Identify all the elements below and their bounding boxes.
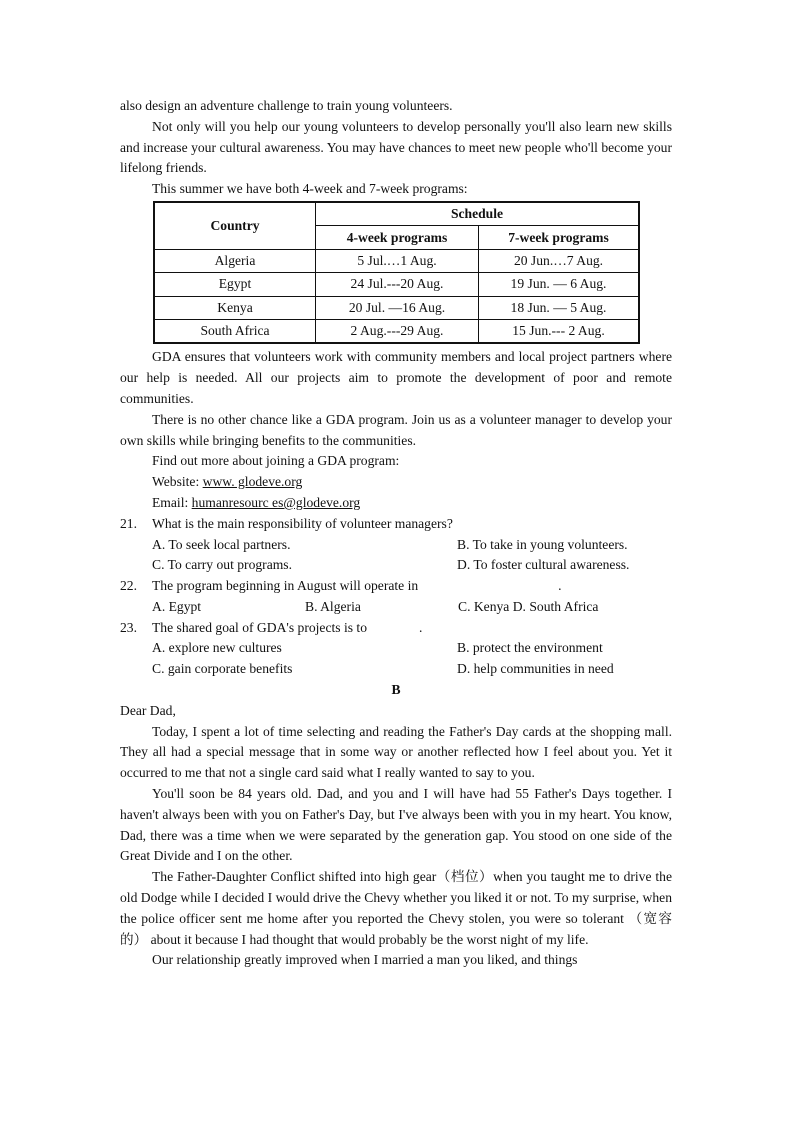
options-row (120, 638, 672, 659)
paragraph: You'll soon be 84 years old. Dad, and you and I will have had 55 Father's Days together. I haven't always been with you on Father's Day, but I've always been with you in my heart. You know, Dad, there was a time when we were separated by the generation gap. You stood on one side of the Great Divide and I on the other. (120, 786, 672, 864)
option: A. explore new cultures (152, 640, 282, 656)
paragraph: The Father-Daughter Conflict shifted into high gear（档位）when you taught me to drive the old Dodge while I decided I would drive the Chevy whether you liked it or not. To my surprise, when the police officer sent me home after you reported the Chevy stolen, you were so tolerant （宽容的） about it because I had thought that would probably be the worst night of my life. (120, 869, 672, 947)
options-row (120, 555, 672, 576)
question-text: The program beginning in August will operate in (152, 578, 419, 594)
header-country: Country (154, 202, 316, 249)
schedule-table (153, 201, 640, 344)
contact-intro: Find out more about joining a GDA program: (152, 453, 400, 469)
website-link[interactable]: www. glodeve.org (202, 474, 303, 490)
cell-7week: 19 Jun. — 6 Aug. (479, 273, 640, 296)
table-row (154, 319, 639, 343)
cell-country: South Africa (154, 319, 316, 343)
paragraph: also design an adventure challenge to train young volunteers. (120, 98, 453, 113)
email-link[interactable]: humanresourc es@glodeve.org (191, 494, 361, 510)
option: D. To foster cultural awareness. (457, 557, 630, 573)
paragraph: Our relationship greatly improved when I married a man you liked, and things (152, 952, 578, 968)
question-number: 23. (120, 619, 137, 635)
header-4week: 4-week programs (316, 226, 479, 249)
blank-dot: . (419, 619, 423, 635)
cell-4week: 2 Aug.---29 Aug. (316, 319, 479, 343)
option: C. gain corporate benefits (152, 661, 293, 677)
option: B. To take in young volunteers. (457, 536, 628, 552)
paragraph: Today, I spent a lot of time selecting and reading the Father's Day cards at the shopping mall. They all had a special message that in some way or another reflected how I feel about you. Yet it occurred to me that not a single card said what I really wanted to say to you. (120, 723, 672, 781)
options-row (120, 659, 672, 680)
question-number: 22. (120, 578, 137, 594)
question-23 (120, 618, 672, 639)
website-line (120, 472, 672, 493)
cell-7week: 15 Jun.--- 2 Aug. (479, 319, 640, 343)
question-text: What is the main responsibility of volunteer managers? (152, 515, 453, 531)
cell-4week: 24 Jul.---20 Aug. (316, 273, 479, 296)
option: B. Algeria (305, 598, 361, 614)
header-schedule: Schedule (316, 202, 640, 226)
cell-country: Algeria (154, 249, 316, 272)
option: A. To seek local partners. (152, 536, 291, 552)
salutation: Dear Dad, (120, 702, 176, 718)
email-line (120, 493, 672, 514)
table-row (154, 249, 639, 272)
paragraph: There is no other chance like a GDA program. Join us as a volunteer manager to develop your own skills while bringing benefits to the communities. (120, 411, 672, 448)
options-row (120, 535, 672, 556)
document-page (120, 96, 672, 971)
section-heading: B (391, 682, 401, 698)
question-22 (120, 576, 672, 597)
paragraph: GDA ensures that volunteers work with community members and local project partners where our help is needed. All our projects aim to promote the development of poor and remote communities. (120, 349, 672, 406)
cell-4week: 20 Jul. —16 Aug. (316, 296, 479, 319)
question-21 (120, 514, 672, 535)
question-text: The shared goal of GDA's projects is to (152, 619, 367, 635)
question-number: 21. (120, 515, 137, 531)
option: C. To carry out programs. (152, 557, 292, 573)
website-label: Website: (152, 474, 200, 490)
cell-4week: 5 Jul.…1 Aug. (316, 249, 479, 272)
paragraph: Not only will you help our young volunteers to develop personally you'll also learn new skills and increase your cultural awareness. You may have chances to meet new people who'll become your lifelong friends. (120, 118, 672, 176)
email-label: Email: (152, 494, 189, 510)
option: D. help communities in need (457, 661, 614, 677)
blank-dot: . (558, 578, 562, 594)
option: C. Kenya D. South Africa (458, 598, 599, 614)
options-row (120, 597, 672, 618)
cell-country: Kenya (154, 296, 316, 319)
option: B. protect the environment (457, 640, 603, 656)
cell-country: Egypt (154, 273, 316, 296)
paragraph: This summer we have both 4-week and 7-week programs: (152, 181, 468, 197)
option: A. Egypt (152, 598, 202, 614)
table-row (154, 296, 639, 319)
header-7week: 7-week programs (479, 226, 640, 249)
table-row (154, 273, 639, 296)
cell-7week: 18 Jun. — 5 Aug. (479, 296, 640, 319)
cell-7week: 20 Jun.…7 Aug. (479, 249, 640, 272)
